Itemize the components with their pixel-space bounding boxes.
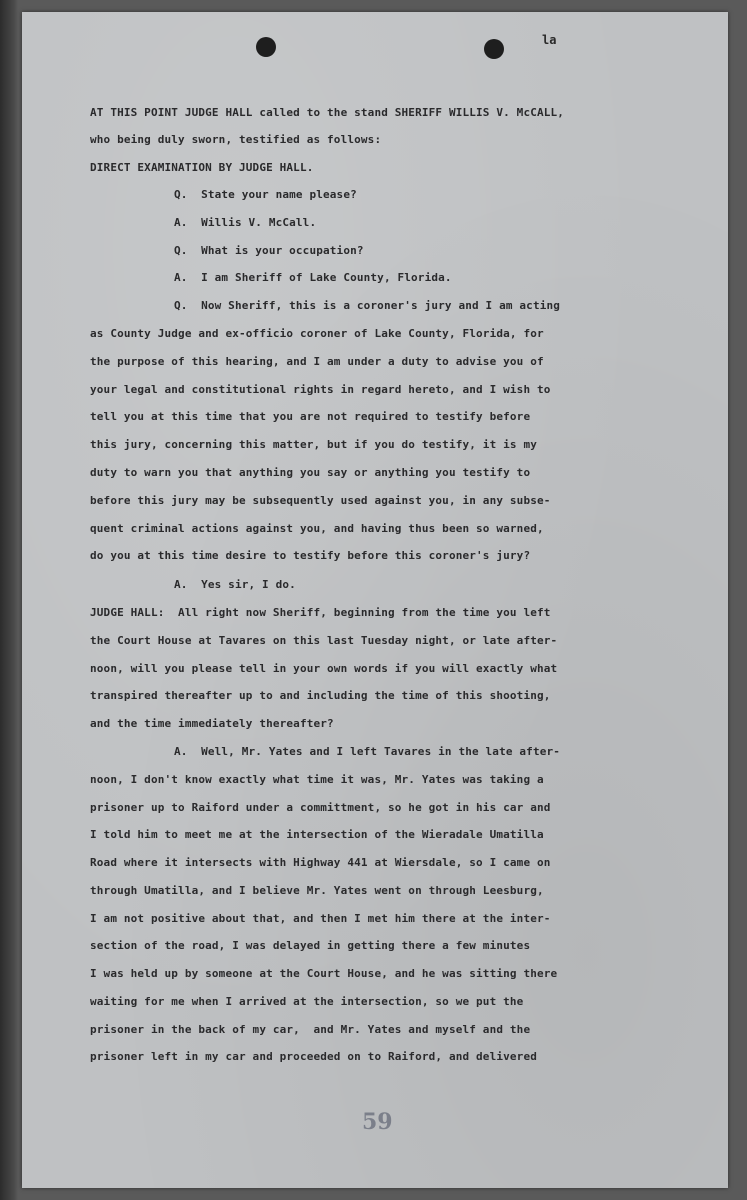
punch-hole-left: [256, 37, 276, 57]
page-number: 59: [362, 1109, 393, 1135]
transcript-line: A. Yes sir, I do.: [174, 578, 296, 591]
transcript-line: DIRECT EXAMINATION BY JUDGE HALL.: [90, 161, 314, 174]
transcript-line: I was held up by someone at the Court House, and he was sitting there: [90, 967, 558, 980]
document-page: [22, 12, 728, 1188]
transcript-line: tell you at this time that you are not required to testify before: [90, 410, 531, 423]
transcript-line: quent criminal actions against you, and having thus been so warned,: [90, 522, 544, 535]
transcript-line: this jury, concerning this matter, but if you do testify, it is my: [90, 438, 537, 451]
transcript-line: and the time immediately thereafter?: [90, 717, 334, 730]
transcript-line: do you at this time desire to testify before this coroner's jury?: [90, 549, 531, 562]
transcript-line: the purpose of this hearing, and I am under a duty to advise you of: [90, 355, 544, 368]
transcript-line: Q. Now Sheriff, this is a coroner's jury and I am acting: [174, 299, 561, 312]
transcript-line: your legal and constitutional rights in regard hereto, and I wish to: [90, 383, 551, 396]
transcript-line: A. Willis V. McCall.: [174, 216, 317, 229]
punch-hole-right: [484, 39, 504, 59]
page-marker: la: [542, 33, 557, 47]
transcript-line: section of the road, I was delayed in getting there a few minutes: [90, 939, 531, 952]
transcript-line: A. I am Sheriff of Lake County, Florida.: [174, 271, 452, 284]
transcript-line: before this jury may be subsequently used against you, in any subse-: [90, 494, 551, 507]
transcript-line: A. Well, Mr. Yates and I left Tavares in the late after-: [174, 745, 561, 758]
transcript-line: Q. What is your occupation?: [174, 244, 364, 257]
transcript-line: through Umatilla, and I believe Mr. Yates went on through Leesburg,: [90, 884, 544, 897]
transcript-line: the Court House at Tavares on this last Tuesday night, or late after-: [90, 634, 558, 647]
transcript-line: prisoner up to Raiford under a committment, so he got in his car and: [90, 801, 551, 814]
transcript-line: JUDGE HALL: All right now Sheriff, beginning from the time you left: [90, 606, 551, 619]
transcript-line: Road where it intersects with Highway 441 at Wiersdale, so I came on: [90, 856, 551, 869]
transcript-line: noon, will you please tell in your own words if you will exactly what: [90, 662, 558, 675]
transcript-line: I told him to meet me at the intersection of the Wieradale Umatilla: [90, 828, 544, 841]
transcript-line: prisoner left in my car and proceeded on to Raiford, and delivered: [90, 1050, 537, 1063]
transcript-line: as County Judge and ex-officio coroner of Lake County, Florida, for: [90, 327, 544, 340]
transcript-line: waiting for me when I arrived at the intersection, so we put the: [90, 995, 524, 1008]
transcript-line: Q. State your name please?: [174, 188, 357, 201]
transcript-line: noon, I don't know exactly what time it was, Mr. Yates was taking a: [90, 773, 544, 786]
transcript-line: AT THIS POINT JUDGE HALL called to the stand SHERIFF WILLIS V. McCALL,: [90, 106, 565, 119]
transcript-line: duty to warn you that anything you say or anything you testify to: [90, 466, 531, 479]
transcript-line: who being duly sworn, testified as follows:: [90, 133, 382, 146]
transcript-line: I am not positive about that, and then I met him there at the inter-: [90, 912, 551, 925]
transcript-line: prisoner in the back of my car, and Mr. Yates and myself and the: [90, 1023, 531, 1036]
transcript-line: transpired thereafter up to and including the time of this shooting,: [90, 689, 551, 702]
